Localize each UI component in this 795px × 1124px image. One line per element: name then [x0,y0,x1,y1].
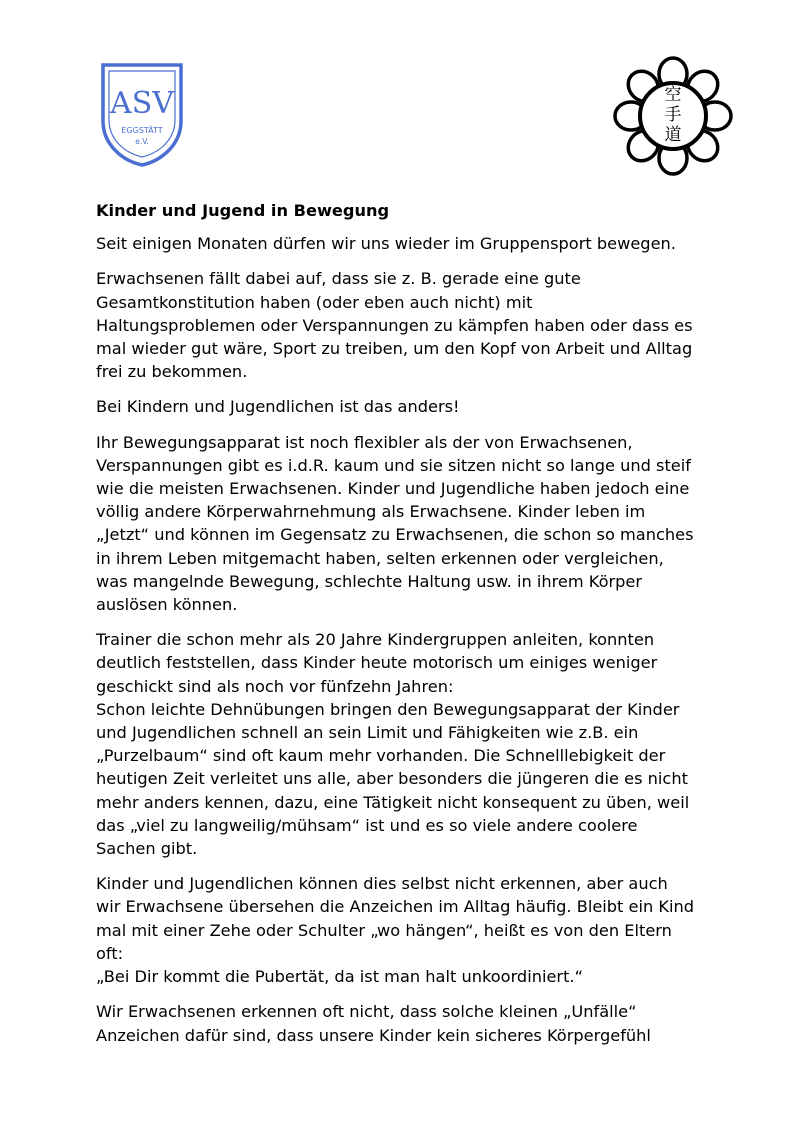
asv-eggstaett-logo [101,63,183,167]
article-title: Kinder und Jugend in Bewegung [96,201,390,220]
logo-sub-text: EGGSTÄTT [121,126,163,135]
paragraph-3: Bei Kindern und Jugendlichen ist das anders! [96,397,460,417]
kanji-kara: 空 [664,85,682,105]
logo-main-text: ASV [110,86,174,121]
article-body [96,199,746,1059]
paragraph-4: Ihr Bewegungsapparat ist noch flexibler als der von Erwachsenen, Verspannungen gibt es i.d.R. kaum und sie sitzen nicht so lange und steif wie die meisten Erwachsenen. Kinder und Jugendliche haben jedoch eine völlig andere Körperwahrnehmung als Erwachsene. Kinder leben im „Jetzt“ und können im Gegensatz zu Erwachsenen, die schon so manches in ihrem Leben mitgemacht haben, selten erkennen oder vergleichen, was mangelnde Bewegung, schlechte Haltung usw. in ihrem Körper auslösen können. [96,432,694,615]
paragraph-2: Erwachsenen fällt dabei auf, dass sie z. B. gerade eine gute Gesamtkonstitution haben (oder eben auch nicht) mit Haltungsproblemen oder Verspannungen zu kämpfen haben oder dass es mal wieder gut wäre, Sport zu treiben, um den Kopf von Arbeit und Alltag frei zu bekommen. [96,269,693,382]
karate-do-emblem [613,56,733,176]
paragraph-1: Seit einigen Monaten dürfen wir uns wieder im Gruppensport bewegen. [96,234,676,254]
paragraph-7: Wir Erwachsenen erkennen oft nicht, dass solche kleinen „Unfälle“ Anzeichen dafür sind, dass unsere Kinder kein sicheres Körpergefühl [96,1002,651,1045]
kanji-do: 道 [664,125,682,145]
kanji-te: 手 [664,105,682,125]
paragraph-5: Trainer die schon mehr als 20 Jahre Kindergruppen anleiten, konnten deutlich feststellen, dass Kinder heute motorisch um einiges weniger geschickt sind als noch vor fünfzehn Jahren: Schon leichte Dehnübungen bringen den Bewegungsapparat der Kinder und Jugendlichen schnell an sein Limit und Fähigkeiten wie z.B. ein „Purzelbaum“ sind oft kaum mehr vorhanden. Die Schnelllebigkeit der heutigen Zeit verleitet uns alle, aber besonders die jüngeren die es nicht mehr anders kennen, dazu, eine Tätigkeit nicht konsequent zu üben, weil das „viel zu langweilig/mühsam“ ist und es so viele andere coolere Sachen gibt. [96,630,690,859]
paragraph-6: Kinder und Jugendlichen können dies selbst nicht erkennen, aber auch wir Erwachsene übersehen die Anzeichen im Alltag häufig. Bleibt ein Kind mal mit einer Zehe oder Schulter „wo hängen“, heißt es von den Eltern oft: „Bei Dir kommt die Pubertät, da ist man halt unkoordiniert.“ [96,874,695,987]
logo-sub2-text: e.V. [135,137,149,146]
